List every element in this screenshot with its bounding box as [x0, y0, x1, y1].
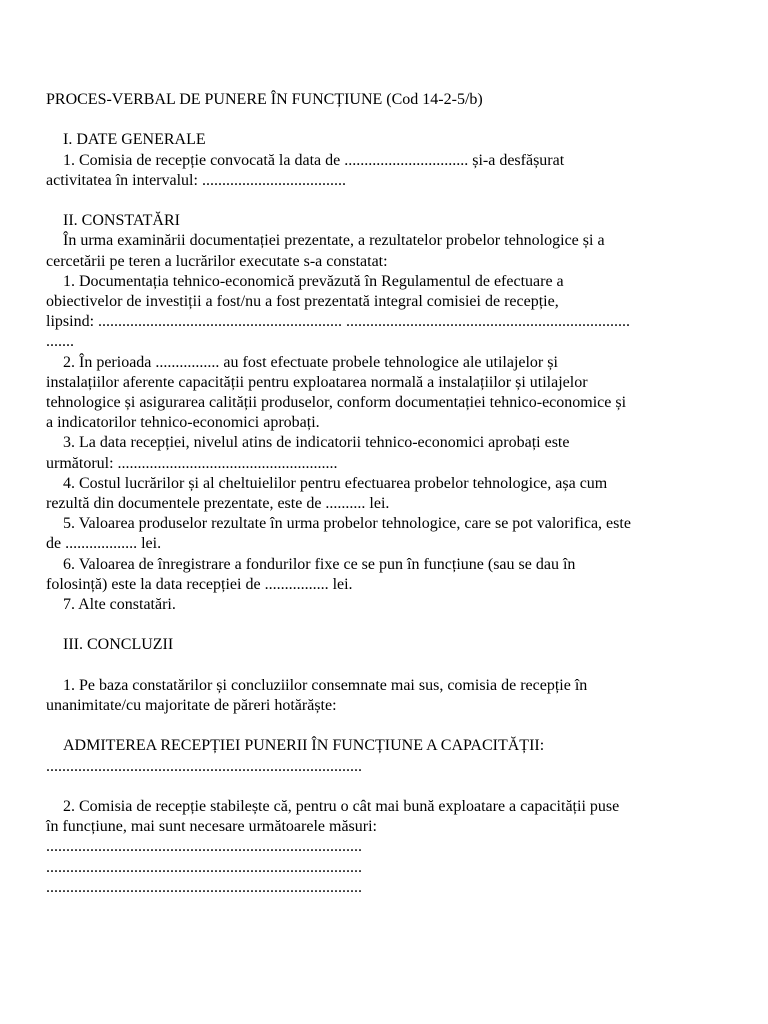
conclusions-line: în funcțiune, mai sunt necesare următoarele măsuri:: [46, 818, 377, 836]
findings-line: 2. În perioada ................ au fost efectuate probele tehnologice ale utilajelor și: [63, 353, 558, 371]
findings-line: 4. Costul lucrărilor și al cheltuielilor pentru efectuarea probelor tehnologice, așa cum: [63, 474, 608, 492]
findings-line: 5. Valoarea produselor rezultate în urma probelor tehnologice, care se pot valorifica, este: [63, 515, 631, 533]
measure-blank: ...............................................................................: [46, 858, 362, 876]
findings-line: folosință) este la data recepției de ................ lei.: [46, 575, 353, 593]
measure-blank: ...............................................................................: [46, 878, 362, 896]
conclusions-line: 1. Pe baza constatărilor și concluziilor consemnate mai sus, comisia de recepție în: [63, 676, 588, 694]
findings-line: rezultă din documentele prezentate, este de .......... lei.: [46, 495, 390, 513]
decision-blank: ...............................................................................: [46, 757, 362, 775]
findings-line: lipsind: ............................................................. .......................................................................: [46, 313, 631, 331]
spacer: [46, 110, 746, 130]
spacer: [46, 191, 746, 211]
findings-line: de .................. lei.: [46, 535, 162, 553]
findings-line: În urma examinării documentației prezentate, a rezultatelor probelor tehnologice și a: [63, 232, 605, 250]
general-line: 1. Comisia de recepție convocată la data de ............................... și-a desfășurat: [63, 151, 565, 169]
findings-line: a indicatorilor tehnico-economici aprobați.: [46, 414, 320, 432]
findings-line: 7. Alte constatări.: [63, 596, 176, 614]
spacer: [46, 656, 746, 676]
findings-line: 6. Valoarea de înregistrare a fondurilor fixe ce se pun în funcțiune (sau se dau în: [63, 555, 576, 573]
measure-blank: ...............................................................................: [46, 838, 362, 856]
document-title: PROCES-VERBAL DE PUNERE ÎN FUNCȚIUNE (Cod 14-2-5/b): [46, 91, 483, 108]
document-page: [46, 90, 746, 898]
general-line: activitatea în intervalul: ....................................: [46, 171, 346, 189]
conclusions-line: 2. Comisia de recepție stabilește că, pentru o cât mai bună exploatare a capacității puse: [63, 798, 620, 816]
findings-line: instalațiilor aferente capacității pentru exploatarea normală a instalațiilor și utilajelor: [46, 373, 588, 391]
findings-line: 3. La data recepției, nivelul atins de indicatorii tehnico-economici aprobați este: [63, 434, 570, 452]
conclusions-line: unanimitate/cu majoritate de păreri hotărăște:: [46, 697, 337, 715]
spacer: [46, 615, 746, 635]
section-heading-findings: II. CONSTATĂRI: [63, 212, 180, 230]
section-heading-conclusions: III. CONCLUZII: [63, 636, 174, 654]
findings-line: cercetării pe teren a lucrărilor executate s-a constatat:: [46, 252, 388, 270]
spacer: [46, 777, 746, 797]
decision-heading: ADMITEREA RECEPȚIEI PUNERII ÎN FUNCȚIUNE A CAPACITĂȚII:: [63, 737, 545, 755]
findings-line: 1. Documentația tehnico-economică prevăzută în Regulamentul de efectuare a: [63, 272, 564, 290]
spacer: [46, 716, 746, 736]
section-heading-general: I. DATE GENERALE: [63, 131, 206, 149]
findings-line: obiectivelor de investiții a fost/nu a fost prezentată integral comisiei de recepție,: [46, 293, 559, 310]
findings-line: următorul: .......................................................: [46, 454, 338, 472]
findings-line: .......: [46, 333, 74, 351]
findings-line: tehnologice și asigurarea calității produselor, conform documentației tehnico-economice și: [46, 394, 627, 412]
